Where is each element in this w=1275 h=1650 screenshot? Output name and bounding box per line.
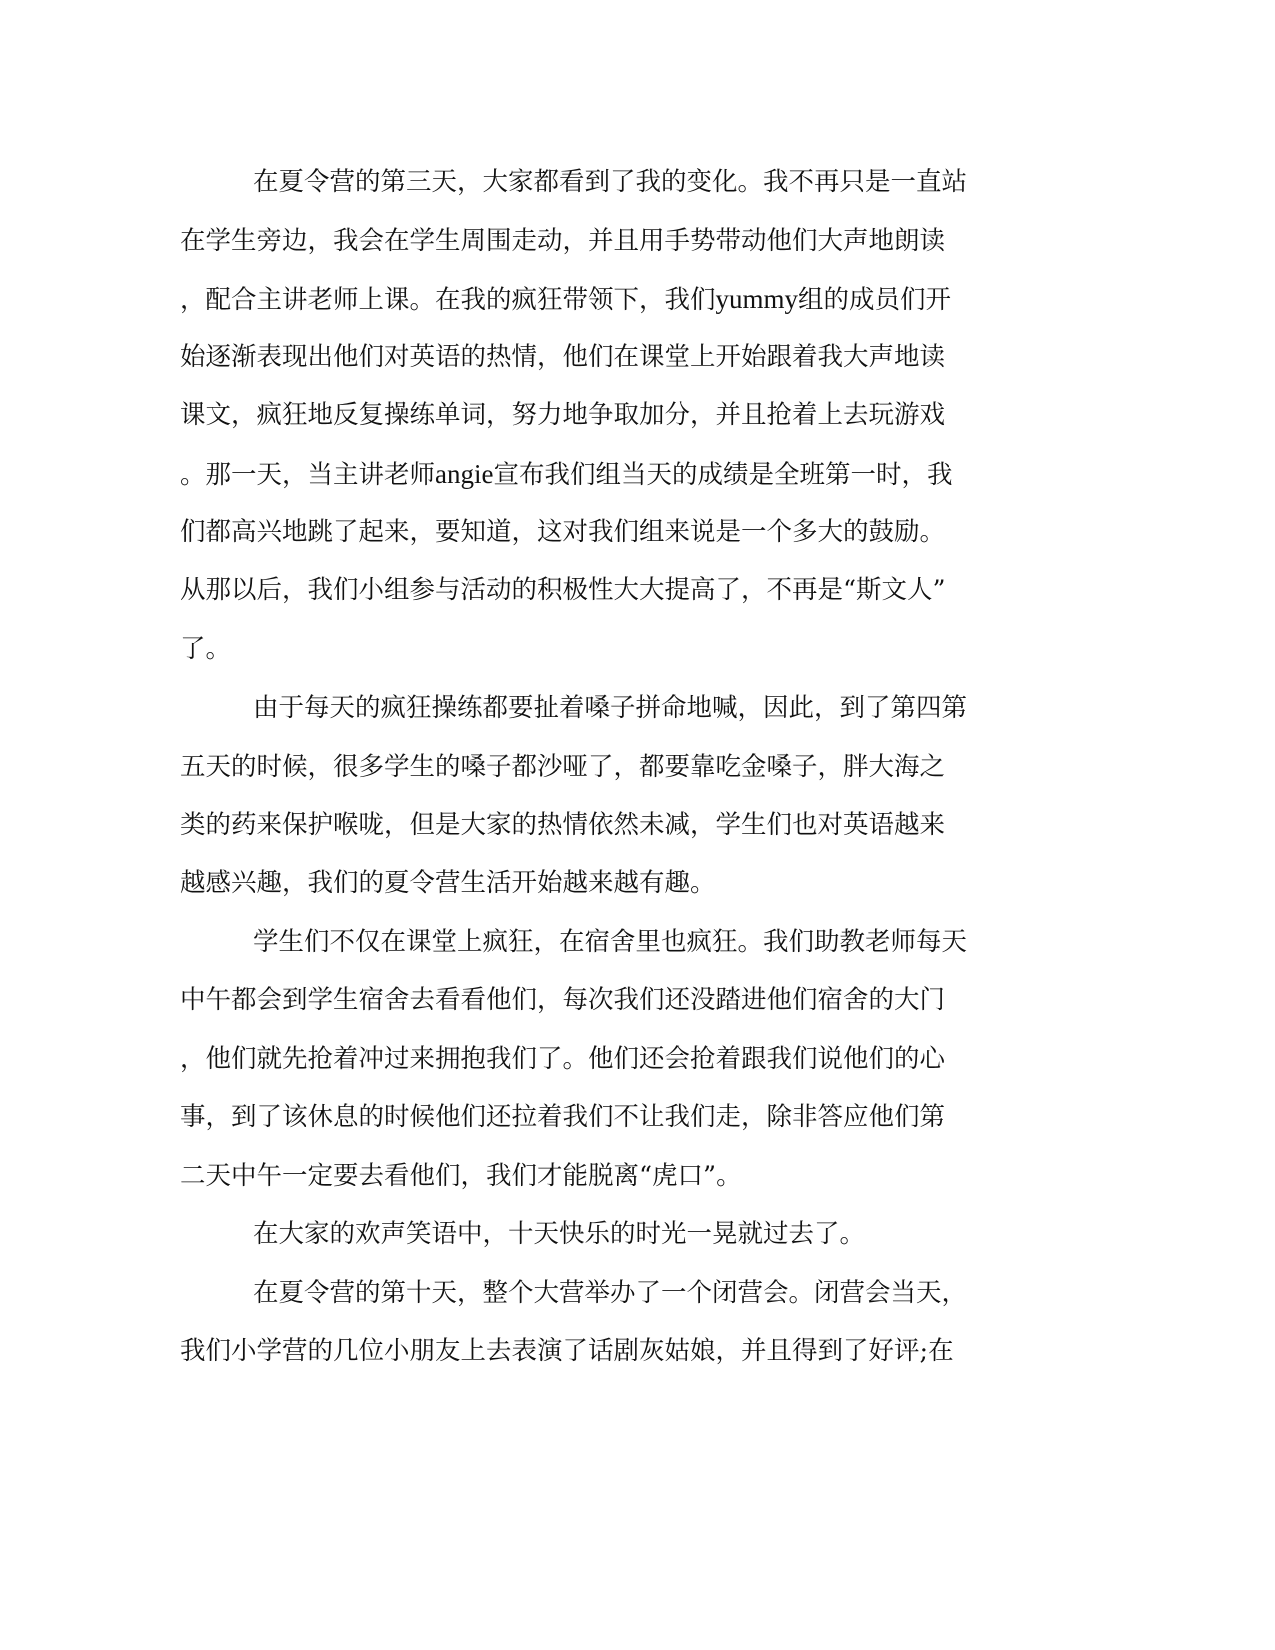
- text-line: 在大家的欢声笑语中，十天快乐的时光一晃就过去了。: [253, 1219, 866, 1249]
- text-line: 我们小学营的几位小朋友上去表演了话剧灰姑娘，并且得到了好评;在: [180, 1336, 954, 1366]
- text-line: 在夏令营的第十天，整个大营举办了一个闭营会。闭营会当天，: [253, 1278, 968, 1308]
- text-line: 二天中午一定要去看他们，我们才能脱离“虎口”。: [180, 1161, 742, 1191]
- text-line: 始逐渐表现出他们对英语的热情，他们在课堂上开始跟着我大声地读: [180, 342, 946, 372]
- text-line: ，他们就先抢着冲过来拥抱我们了。他们还会抢着跟我们说他们的心: [180, 1044, 946, 1074]
- text-line: 五天的时候，很多学生的嗓子都沙哑了，都要靠吃金嗓子，胖大海之: [180, 752, 946, 782]
- text-line: 在学生旁边，我会在学生周围走动，并且用手势带动他们大声地朗读: [180, 226, 946, 256]
- text-run: 宣布我们组当天的成绩是全班第一时，我: [493, 460, 953, 490]
- text-run: ，配合主讲老师上课。在我的疯狂带领下，我们: [180, 285, 716, 315]
- text-line: 类的药来保护喉咙，但是大家的热情依然未减，学生们也对英语越来: [180, 810, 946, 840]
- text-line: 事，到了该休息的时候他们还拉着我们不让我们走，除非答应他们第: [180, 1102, 946, 1132]
- text-run: 组的成员们开: [798, 285, 952, 315]
- text-line: 们都高兴地跳了起来，要知道，这对我们组来说是一个多大的鼓励。: [180, 517, 946, 547]
- text-line: 由于每天的疯狂操练都要扯着嗓子拼命地喊，因此，到了第四第: [253, 693, 968, 723]
- text-line: 了。: [180, 634, 232, 664]
- text-run: 。那一天，当主讲老师: [180, 460, 436, 490]
- text-line: 中午都会到学生宿舍去看看他们，每次我们还没踏进他们宿舍的大门: [180, 985, 946, 1015]
- text-line: 学生们不仅在课堂上疯狂，在宿舍里也疯狂。我们助教老师每天: [253, 927, 968, 957]
- text-line: [180, 279, 951, 319]
- text-line: [180, 454, 953, 494]
- text-line: 从那以后，我们小组参与活动的积极性大大提高了，不再是“斯文人”: [180, 575, 946, 605]
- text-run-latin: yummy: [715, 284, 799, 314]
- text-run-latin: angie: [435, 459, 494, 489]
- text-line: 课文，疯狂地反复操练单词，努力地争取加分，并且抢着上去玩游戏: [180, 400, 946, 430]
- text-line: 越感兴趣，我们的夏令营生活开始越来越有趣。: [180, 868, 716, 898]
- text-line: 在夏令营的第三天，大家都看到了我的变化。我不再只是一直站: [253, 167, 968, 197]
